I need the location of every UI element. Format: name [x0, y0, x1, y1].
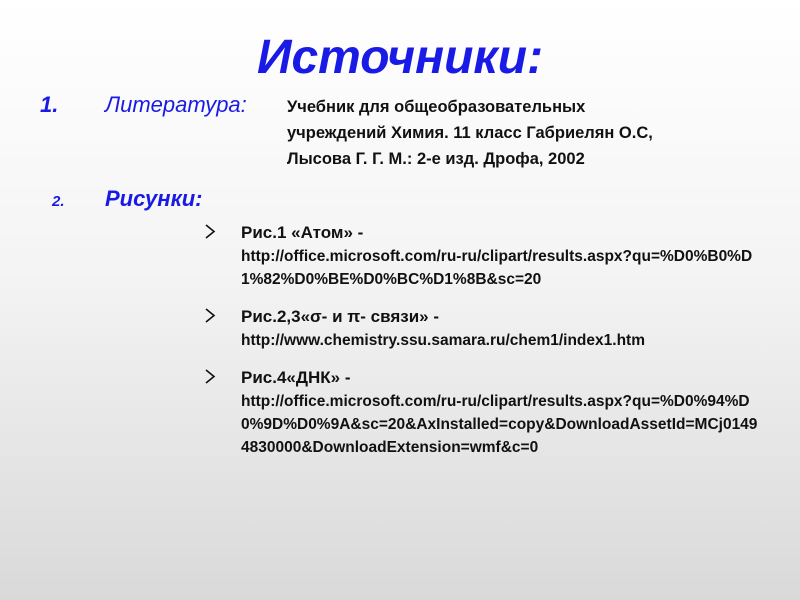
slide-title: Источники: — [256, 31, 544, 84]
picture-url[interactable]: http://www.chemistry.ssu.samara.ru/chem1/index1.htm — [241, 332, 645, 349]
pictures-label: Рисунки: — [105, 186, 203, 211]
list-item — [204, 366, 774, 459]
picture-title: Рис.4«ДНК» - — [241, 368, 351, 387]
arrow-bullet-icon — [204, 224, 218, 239]
literature-line: Лысова Г. Г. М.: 2-е изд. Дрофа, 2002 — [287, 150, 585, 168]
literature-number: 1. — [40, 92, 59, 117]
arrow-bullet-icon — [204, 369, 218, 384]
pictures-number: 2. — [52, 193, 65, 210]
literature-line: учреждений Химия. 11 класс Габриелян О.С, — [287, 124, 653, 142]
picture-title: Рис.2,3«σ- и π- связи» - — [241, 307, 439, 326]
picture-title: Рис.1 «Атом» - — [241, 223, 364, 242]
list-item — [204, 221, 774, 291]
list-item — [204, 305, 774, 352]
pictures-list — [204, 221, 774, 473]
literature-text — [287, 94, 757, 172]
picture-url[interactable]: http://office.microsoft.com/ru-ru/clipart/results.aspx?qu=%D0%94%D0%9D%D0%9A&sc=20&AxInstalled=copy&DownloadAssetId=MCj01494830000&DownloadExtension=wmf&c=0 — [241, 393, 758, 456]
literature-line: Учебник для общеобразовательных — [287, 98, 586, 116]
picture-url[interactable]: http://office.microsoft.com/ru-ru/clipart/results.aspx?qu=%D0%B0%D1%82%D0%BE%D0%BC%D1%8B&sc=20 — [241, 248, 753, 288]
literature-label: Литература: — [105, 92, 247, 117]
arrow-bullet-icon — [204, 308, 218, 323]
